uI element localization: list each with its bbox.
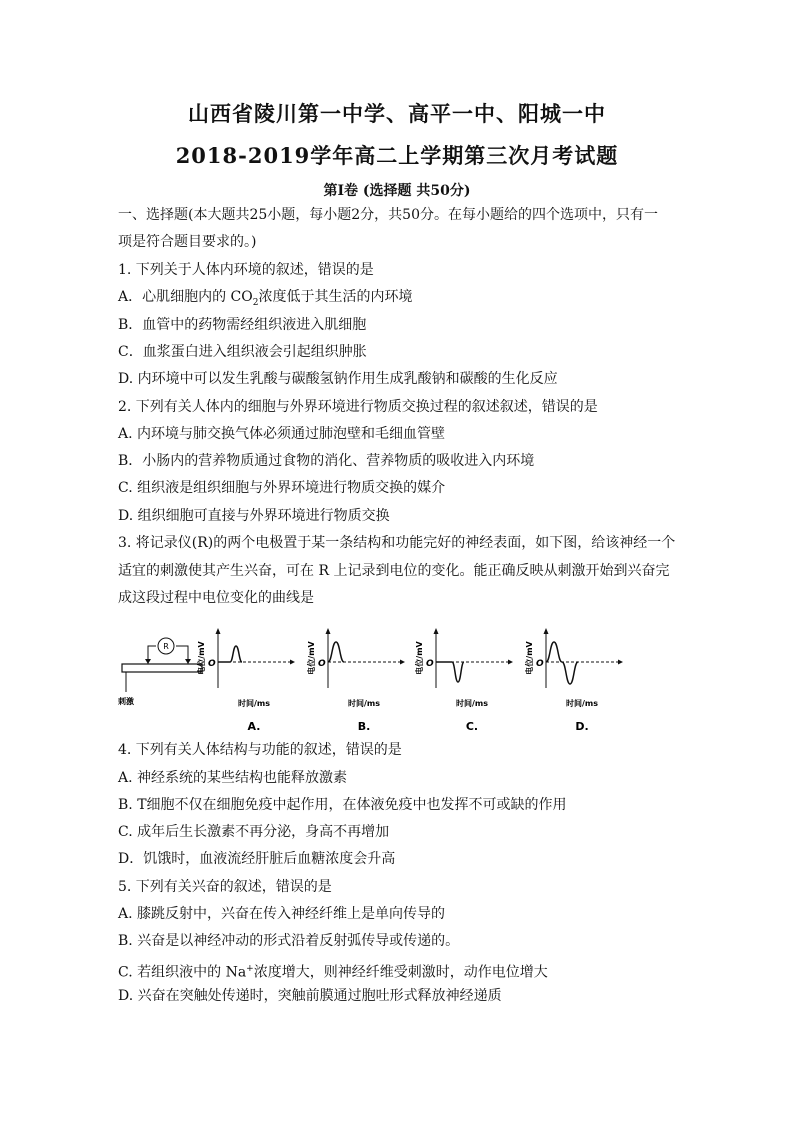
q5-option-c-post: 浓度增大，则神经纤维受刺激时，动作电位增大: [253, 964, 548, 981]
q1-option-a: [118, 288, 688, 312]
electrode-right-tip: [185, 659, 191, 664]
graph-c-origin: O: [426, 659, 434, 669]
instructions-line-1: 一、选择题(本大题共25小题，每小题2分，共50分。在每小题给的四个选项中，只有一: [118, 207, 658, 223]
graph-b-y-arrow: [326, 628, 331, 634]
graph-b-xlabel: 时间/ms: [347, 699, 381, 708]
graph-c-option-label: C.: [465, 720, 479, 733]
q1-option-a-post: 浓度低于其生活的内环境: [258, 289, 413, 305]
q2-option-a: A. 内环境与肺交换气体必须通过肺泡壁和毛细血管壁: [118, 426, 446, 442]
recorder-label: R: [163, 642, 169, 651]
q2-option-b: B．小肠内的营养物质通过食物的消化、营养物质的吸收进入内环境: [118, 453, 535, 469]
q1-option-b: B．血管中的药物需经组织液进入肌细胞: [118, 317, 367, 333]
graph-a-y-arrow: [216, 628, 221, 634]
graph-a-x-arrow: [290, 660, 295, 665]
section-heading: 第Ⅰ卷 (选择题 共50分): [323, 183, 471, 199]
graph-c-curve: [436, 662, 464, 682]
q1-option-d: D. 内环境中可以发生乳酸与碳酸氢钠作用生成乳酸钠和碳酸的生化反应: [118, 371, 558, 387]
exam-title-term: 2018-2019学年高二上学期第三次月考试题: [175, 143, 619, 168]
q1-option-a-pre: A．心肌细胞内的 CO: [118, 289, 253, 305]
q3-stem-line-1: 3. 将记录仪(R)的两个电极置于某一条结构和功能完好的神经表面，如下图，给该神经一个: [118, 535, 676, 551]
graph-b-curve: [328, 642, 344, 662]
electrode-right: [176, 646, 188, 664]
graph-b-ylabel: 电位/mV: [307, 641, 316, 675]
graph-a-curve: [218, 646, 242, 662]
q2-stem: 2. 下列有关人体内的细胞与外界环境进行物质交换过程的叙述叙述，错误的是: [118, 399, 598, 415]
q5-option-c-superscript: +: [246, 964, 254, 974]
graph-b-origin: O: [318, 659, 326, 669]
q2-option-d: D. 组织细胞可直接与外界环境进行物质交换: [118, 508, 390, 524]
graph-a-ylabel: 电位/mV: [197, 641, 206, 675]
graph-d-x-arrow: [618, 660, 623, 665]
q4-option-a: A. 神经系统的某些结构也能释放激素: [118, 770, 348, 786]
graph-d-xlabel: 时间/ms: [565, 699, 599, 708]
q4-option-c: C. 成年后生长激素不再分泌，身高不再增加: [118, 824, 390, 840]
graph-b-option-label: B.: [357, 720, 371, 733]
exam-title-schools: 山西省陵川第一中学、高平一中、阳城一中: [188, 101, 606, 126]
q5-stem: 5. 下列有关兴奋的叙述，错误的是: [118, 879, 332, 895]
graph-d-ylabel: 电位/mV: [525, 641, 534, 675]
q4-stem: 4. 下列有关人体结构与功能的叙述，错误的是: [118, 742, 402, 758]
graph-c-y-arrow: [434, 628, 439, 634]
graph-a-xlabel: 时间/ms: [237, 699, 271, 708]
graph-a-origin: O: [208, 659, 216, 669]
graph-c-x-arrow: [508, 660, 513, 665]
graph-d-curve: [546, 642, 578, 684]
q5-option-b: B. 兴奋是以神经冲动的形式沿着反射弧传导或传递的。: [118, 933, 460, 949]
q3-figure: [118, 628, 638, 738]
instructions-line-2: 项是符合题目要求的。): [118, 234, 257, 250]
q1-option-a-subscript: 2: [252, 297, 259, 308]
electrode-left-tip: [145, 659, 151, 664]
q2-option-c: C. 组织液是组织细胞与外界环境进行物质交换的媒介: [118, 480, 446, 496]
graph-b-x-arrow: [400, 660, 405, 665]
graph-d-option-label: D.: [575, 720, 589, 733]
graph-a-option-label: A.: [247, 720, 261, 733]
q5-option-c-pre: C. 若组织液中的 Na: [118, 964, 247, 981]
q5-option-a: A. 膝跳反射中，兴奋在传入神经纤维上是单向传导的: [118, 906, 446, 922]
q3-stem-line-2: 适宜的刺激使其产生兴奋，可在 R 上记录到电位的变化。能正确反映从刺激开始到兴奋完: [118, 563, 670, 579]
graph-c-ylabel: 电位/mV: [415, 641, 424, 675]
graph-c-xlabel: 时间/ms: [455, 699, 489, 708]
nerve-fiber: [122, 664, 202, 672]
q3-stem-line-3: 成这段过程中电位变化的曲线是: [118, 590, 314, 606]
q5-option-d: D. 兴奋在突触处传递时，突触前膜通过胞吐形式释放神经递质: [118, 988, 502, 1004]
q1-option-c: C．血浆蛋白进入组织液会引起组织肿胀: [118, 344, 367, 360]
stimulus-label: 刺激: [118, 697, 134, 706]
nerve-apparatus: [118, 638, 202, 706]
graph-d-y-arrow: [544, 628, 549, 634]
q1-stem: 1. 下列关于人体内环境的叙述，错误的是: [118, 262, 374, 278]
q5-option-c: [118, 960, 688, 982]
graph-d-origin: O: [536, 659, 544, 669]
q3-graphs: [196, 628, 623, 733]
q4-option-b: B. T细胞不仅在细胞免疫中起作用，在体液免疫中也发挥不可或缺的作用: [118, 797, 567, 813]
q4-option-d: D．饥饿时，血液流经肝脏后血糖浓度会升高: [118, 851, 396, 867]
